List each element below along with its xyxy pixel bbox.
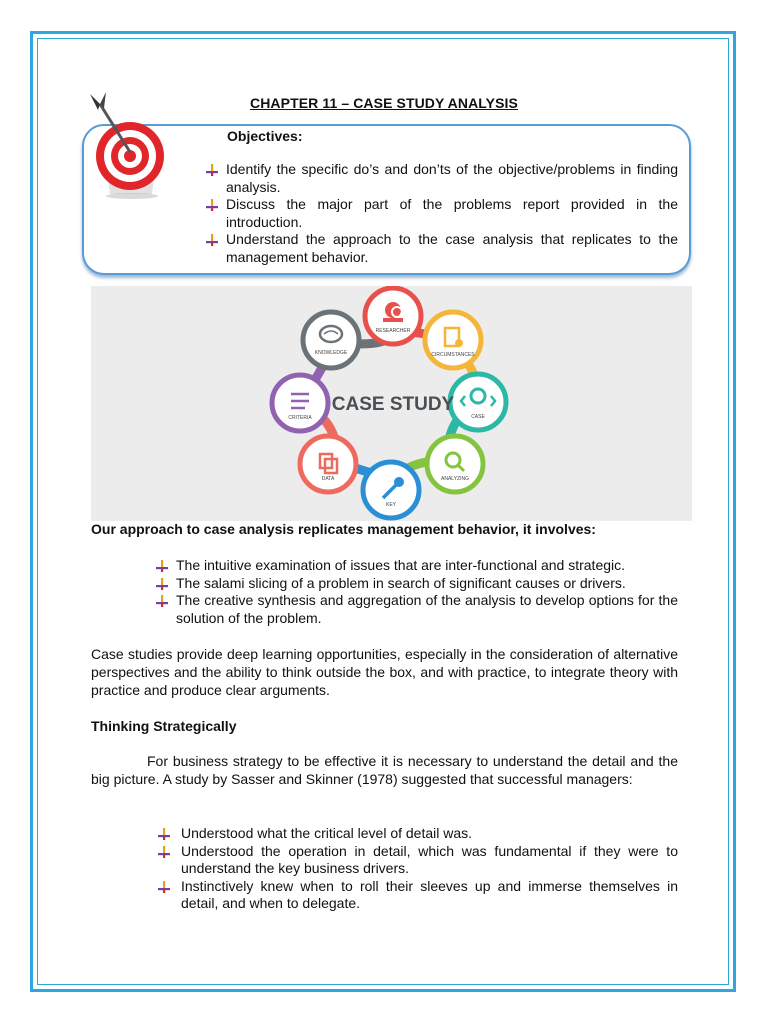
approach-text: The salami slicing of a problem in search of significant causes or drivers. (176, 574, 626, 591)
bullet-icon (156, 560, 168, 572)
objective-text: Understand the approach to the case analysis that replicates to the management behavior. (226, 231, 678, 265)
approach-list (154, 557, 678, 627)
node-criteria (272, 375, 328, 431)
objective-text: Identify the specific do’s and don’ts of the objective/problems in finding analysis. (226, 161, 678, 195)
list-item (204, 161, 678, 196)
node-circumstances (425, 312, 481, 368)
bullet-icon (156, 595, 168, 607)
objectives-list (204, 161, 678, 266)
node-label: RESEARCHER (375, 328, 411, 334)
list-item (154, 557, 678, 575)
case-study-cycle-diagram (91, 286, 692, 521)
list-item (204, 196, 678, 231)
bullet-icon (156, 578, 168, 590)
list-item (154, 592, 678, 627)
case-study-graphic (91, 286, 692, 521)
node-data (300, 436, 356, 492)
bullet-icon (158, 828, 170, 840)
list-item (156, 843, 678, 878)
managers-text: Understood what the critical level of detail was. (181, 825, 473, 841)
node-key (363, 462, 419, 518)
chapter-title: CHAPTER 11 – CASE STUDY ANALYSIS (250, 95, 518, 111)
case-studies-paragraph: Case studies provide deep learning opportunities, especially in the consideration of alternative perspectives and the ability to think outside the box, and with practice, to integrate theory with practice and produce clear arguments. (91, 646, 678, 698)
thinking-strategically-paragraph: For business strategy to be effective it is necessary to understand the detail and the big picture. A study by Sasser and Skinner (1978) suggested that successful managers: (91, 753, 678, 787)
node-label: CASE (471, 414, 485, 420)
node-label: CIRCUMSTANCES (431, 352, 475, 358)
bullet-icon (206, 199, 218, 211)
approach-heading: Our approach to case analysis replicates management behavior, it involves: (91, 521, 596, 537)
objective-text: Discuss the major part of the problems report provided in the introduction. (226, 196, 678, 230)
approach-text: The intuitive examination of issues that are inter-functional and strategic. (176, 557, 626, 573)
approach-text: The creative synthesis and aggregation of the analysis to develop options for the solution of the problem. (176, 592, 678, 626)
node-label: DATA (321, 476, 335, 482)
managers-text: Understood the operation in detail, which was fundamental if they were to understand the key business drivers. (181, 842, 678, 876)
node-case (450, 374, 506, 430)
list-item (156, 878, 678, 913)
thinking-strategically-heading: Thinking Strategically (91, 718, 237, 734)
target-dart-icon (86, 90, 174, 200)
bullet-icon (206, 164, 218, 176)
list-item (204, 231, 678, 266)
node-label: KNOWLEDGE (314, 350, 348, 356)
node-researcher (365, 288, 421, 344)
managers-text: Instinctively knew when to roll their sleeves up and immerse themselves in detail, and when to delegate. (181, 877, 678, 911)
graphic-center-label: CASE STUDY (331, 394, 455, 415)
list-item (154, 575, 678, 593)
bullet-icon (158, 846, 170, 858)
list-item (156, 825, 678, 843)
managers-list (156, 825, 678, 913)
node-label: ANALYZING (441, 476, 469, 482)
node-analyzing (427, 436, 483, 492)
node-knowledge (303, 312, 359, 368)
bullet-icon (158, 881, 170, 893)
bullet-icon (206, 234, 218, 246)
node-label: KEY (385, 502, 397, 508)
node-label: CRITERIA (288, 415, 312, 421)
objectives-heading: Objectives: (227, 128, 303, 144)
